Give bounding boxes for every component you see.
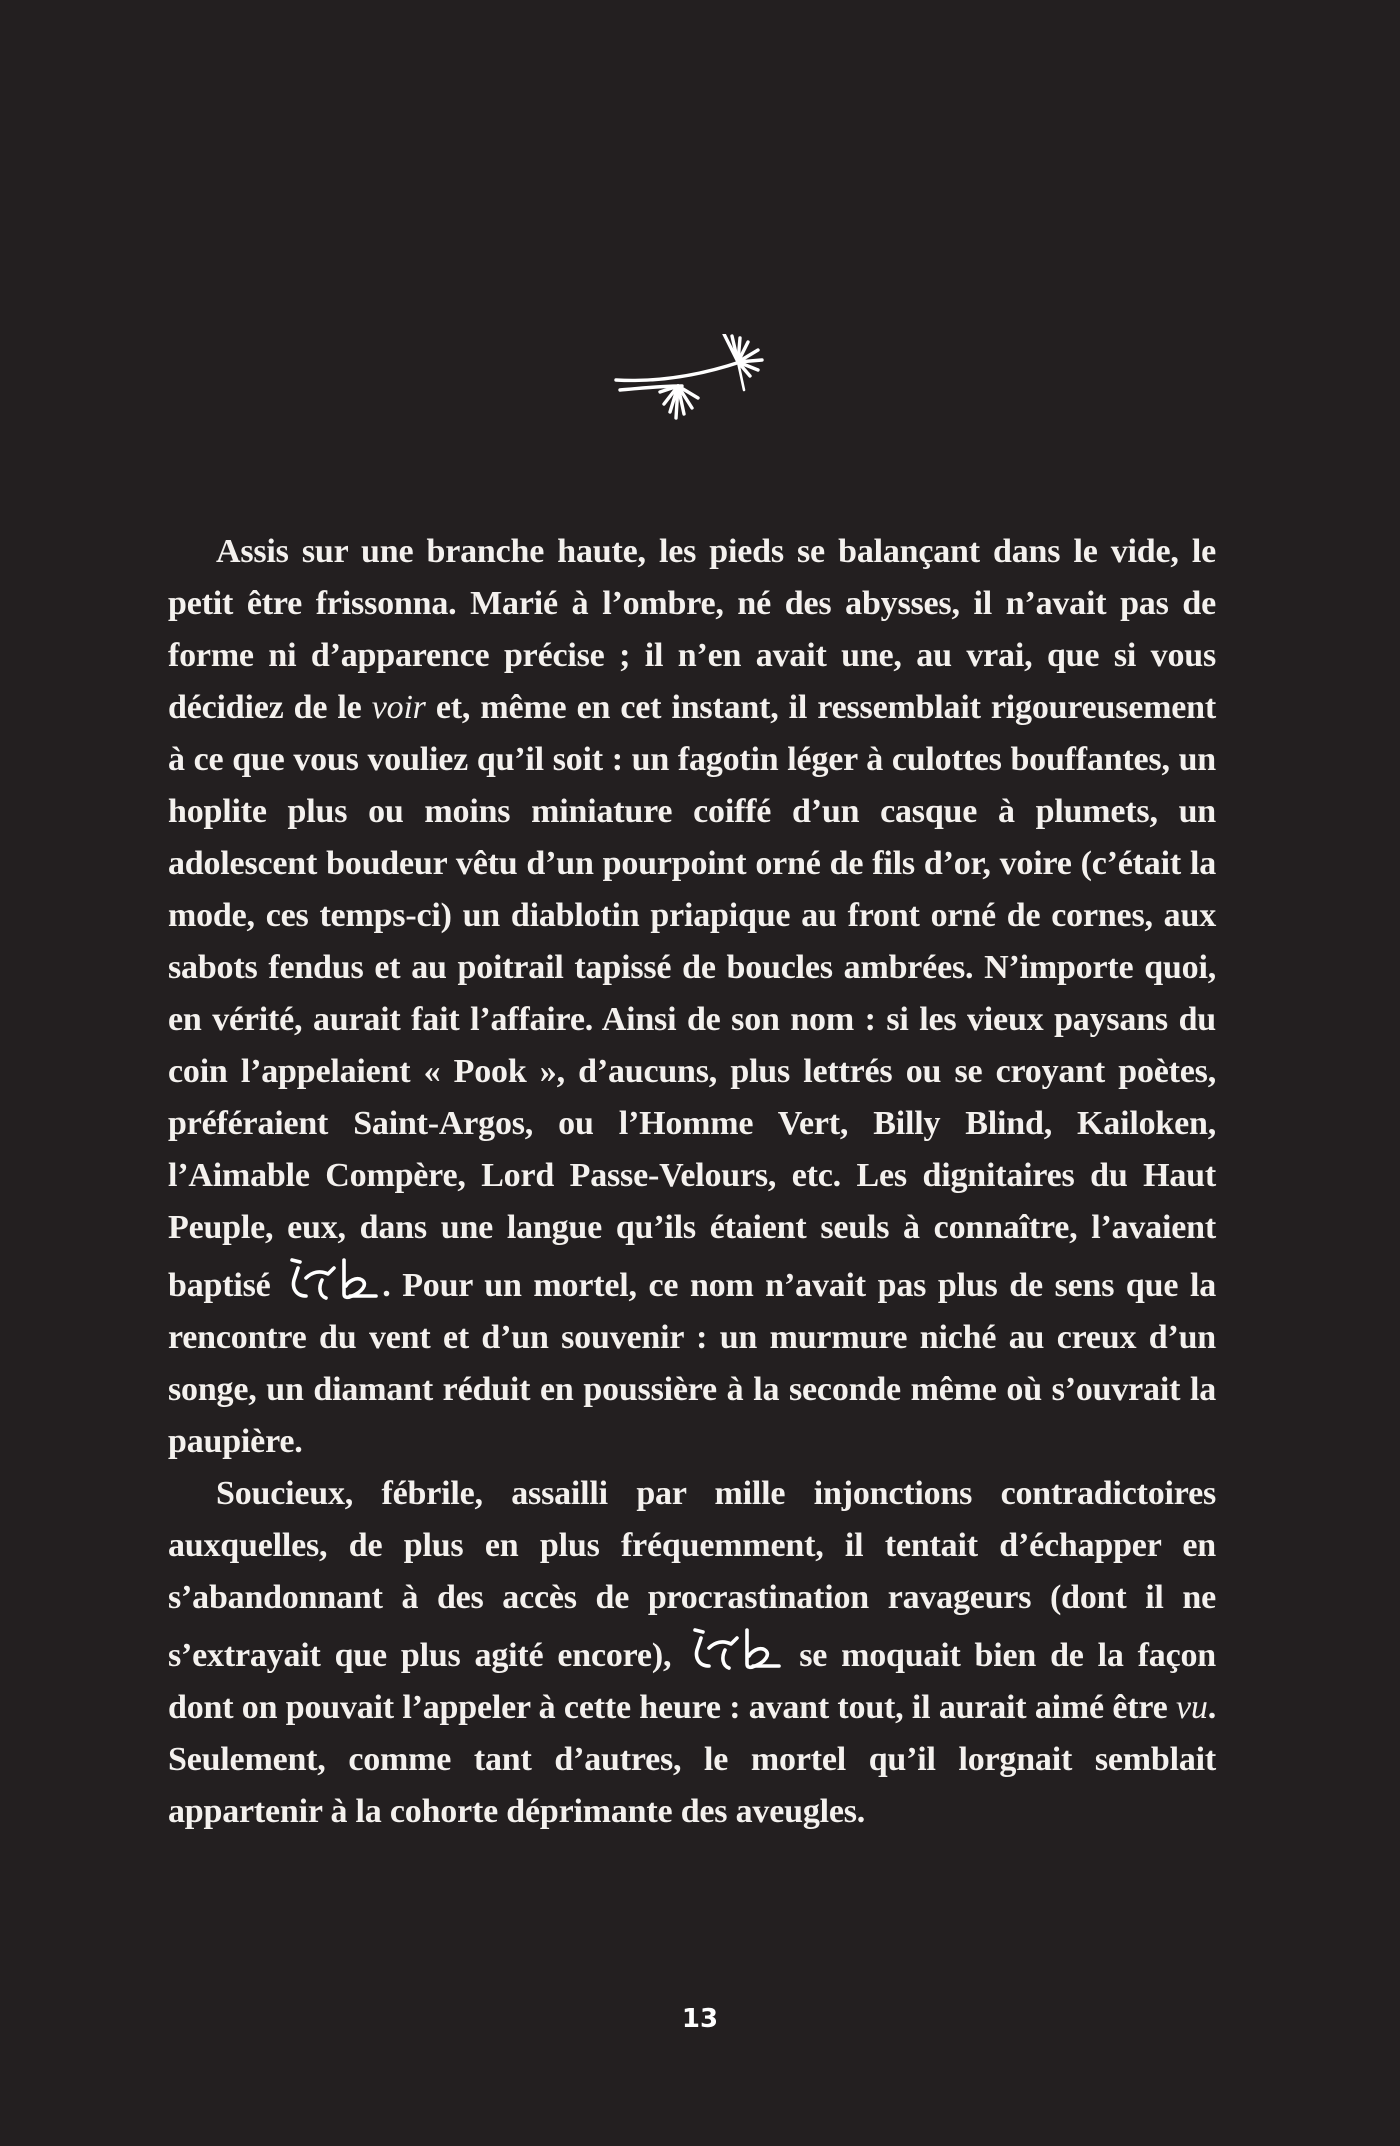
elvish-name-glyph-icon (687, 1624, 783, 1674)
paragraph-text: Soucieux, fébrile, assailli par mille injonctions contradictoires auxquelles, de plus en plus fréquemment, il tentait d’échapper en s’abandonnant à des accès de procrastination ravageurs (dont il ne s’extrayait que plus agité encore), (168, 1475, 1216, 1674)
paragraph-text: se moquait bien de la façon dont on pouvait l’appeler à cette heure : avant tout, il aurait aimé être (168, 1637, 1216, 1726)
elvish-name-glyph-icon (284, 1254, 380, 1304)
page-number: 13 (681, 2004, 719, 2034)
dandelion-seed-icon (612, 334, 772, 438)
paragraph-text: . Pour un mortel, ce nom n’avait pas plus de sens que la rencontre du vent et d’un souvenir : un murmure niché au creux d’un songe, un diamant réduit en poussière à la seconde même où s’ouvrait la paupière. (168, 1267, 1216, 1460)
paragraph (168, 1468, 1216, 1838)
paragraph-text: . Seulement, comme tant d’autres, le mortel qu’il lorgnait semblait appartenir à la cohorte déprimante des aveugles. (168, 1689, 1216, 1830)
italic-word: voir (371, 689, 426, 726)
paragraph-text: et, même en cet instant, il ressemblait rigoureusement à ce que vous vouliez qu’il soit : un fagotin léger à culottes bouffantes, un hoplite plus ou moins miniature coiffé d’un casque à plumets, un adolescent boudeur vêtu d’un pourpoint orné de fils d’or, voire (c’était la mode, ces temps-ci) un diablotin priapique au front orné de cornes, aux sabots fendus et au poitrail tapissé de boucles ambrées. N’importe quoi, en vérité, aurait fait l’affaire. Ainsi de son nom : si les vieux paysans du coin l’appelaient « Pook », d’aucuns, plus lettrés ou se croyant poètes, préféraient Saint-Argos, ou l’Homme Vert, Billy Blind, Kailoken, l’Aimable Compère, Lord Passe-Velours, etc. Les dignitaires du Haut Peuple, eux, dans une langue qu’ils étaient seuls à connaître, l’avaient baptisé (168, 689, 1216, 1304)
paragraph (168, 526, 1216, 1468)
body-text (168, 526, 1216, 1838)
paragraph-text: Assis sur une branche haute, les pieds se balançant dans le vide, le petit être frissonna. Marié à l’ombre, né des abysses, il n’avait pas de forme ni d’apparence précise ; il n’en avait une, au vrai, que si vous décidiez de le (168, 533, 1216, 726)
italic-word: vu (1175, 1689, 1208, 1726)
